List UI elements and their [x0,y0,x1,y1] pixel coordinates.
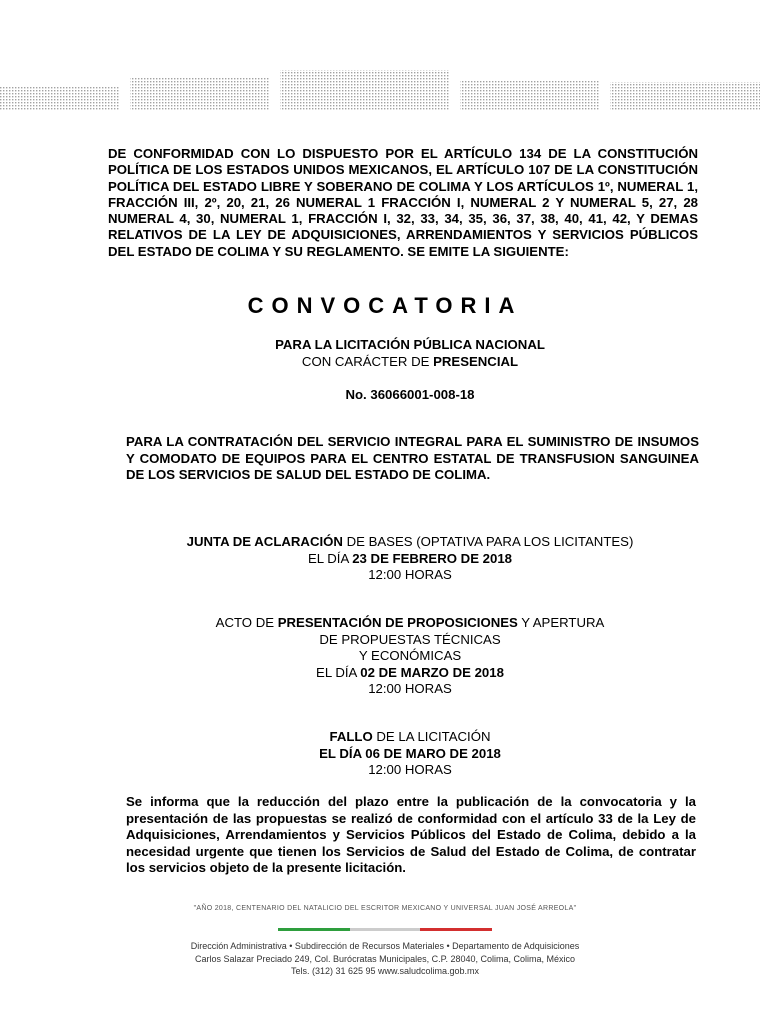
caracter-line [0,354,770,371]
subject-paragraph: PARA LA CONTRATACIÓN DEL SERVICIO INTEGRAL PARA EL SUMINISTRO DE INSUMOS Y COMODATO DE EQUIPOS PARA EL CENTRO ESTATAL DE TRANSFUSION SANGUINEA DE LOS SERVICIOS DE SALUD DEL ESTADO DE COLIMA. [126,434,699,482]
footer-line-departments: Dirección Administrativa • Subdirección de Recursos Materiales • Departamento de Adquisiciones [190,941,580,951]
junta-date-prefix: EL DÍA [307,550,353,566]
notice-paragraph: Se informa que la reducción del plazo entre la publicación de la convocatoria y la presentación de las propuestas se realizó de conformidad con el artículo 33 de la Ley de Adquisiciones, Arrendamientos y Servicios Públicos del Estado de Colima, debido a la necesidad urgente que tienen los Servicios de Salud del Estado de Colima, de contratar los servicios objeto de la presente licitación. [126,794,696,875]
junta-bold: JUNTA DE ACLARACIÓN [186,534,343,549]
caracter-prefix: CON CARÁCTER DE [301,353,434,369]
junta-block [0,534,770,584]
acto-title [0,615,770,632]
fallo-time: 12:00 HORAS [368,762,452,777]
fallo-block [0,729,770,779]
footer-line-contact: Tels. (312) 31 625 95 www.saludcolima.gob.mx [290,966,480,976]
acto-time: 12:00 HORAS [368,681,452,696]
acto-date-prefix: EL DÍA [316,664,361,680]
acto-prefix: ACTO DE [215,615,278,630]
flag-stripe-green [278,928,350,931]
acto-line3: Y ECONÓMICAS [358,648,462,663]
licitacion-line: PARA LA LICITACIÓN PÚBLICA NACIONAL [275,337,545,352]
acto-line2: DE PROPUESTAS TÉCNICAS [319,631,501,647]
fallo-date: EL DÍA 06 DE MARO DE 2018 [319,745,501,761]
acto-date-value: 02 DE MARZO DE 2018 [360,664,504,680]
fallo-rest: DE LA LICITACIÓN [372,729,491,744]
junta-title [0,534,770,551]
intro-paragraph: DE CONFORMIDAD CON LO DISPUESTO POR EL ARTÍCULO 134 DE LA CONSTITUCIÓN POLÍTICA DE LOS ESTADOS UNIDOS MEXICANOS, EL ARTÍCULO 107 DE LA CONSTITUCIÓN POLÍTICA DEL ESTADO LIBRE Y SOBERANO DE COLIMA Y LOS ARTÍCULOS 1º, NUMERAL 1, FRACCIÓN III, 2º, 20, 21, 26 NUMERAL 1 FRACCIÓN I, NUMERAL 2 Y NUMERAL 5, 27, 28 NUMERAL 4, 30, NUMERAL 1, FRACCIÓN I, 32, 33, 34, 35, 36, 37, 38, 40, 41, 42, Y DEMAS RELATIVOS DE LA LEY DE ADQUISICIONES, ARRENDAMIENTOS Y SERVICIOS PÚBLICOS DEL ESTADO DE COLIMA Y SU REGLAMENTO. SE EMITE LA SIGUIENTE: [108,146,698,259]
acto-bold: PRESENTACIÓN DE PROPOSICIONES [277,615,518,630]
footer-address [0,940,770,978]
licitacion-number: No. 36066001-008-18 [345,387,475,402]
acto-date [0,665,770,682]
page-title: CONVOCATORIA [247,293,523,318]
acto-suffix: Y APERTURA [517,615,605,630]
junta-rest: DE BASES (OPTATIVA PARA LOS LICITANTES) [342,534,634,549]
caracter-value: PRESENCIAL [433,353,519,369]
acto-block [0,615,770,698]
header-logo-strip [0,60,770,130]
flag-stripe-gray [350,928,420,931]
junta-date [0,551,770,568]
licitacion-block [0,337,770,404]
flag-stripe-red [420,928,492,931]
fallo-bold: FALLO [329,729,373,744]
junta-date-value: 23 DE FEBRERO DE 2018 [352,550,512,566]
footer-line-address: Carlos Salazar Preciado 249, Col. Burócratas Municipales, C.P. 28040, Colima, Colima, México [194,953,575,964]
footer-quote: "AÑO 2018, CENTENARIO DEL NATALICIO DEL ESCRITOR MEXICANO Y UNIVERSAL JUAN JOSÉ ARREOLA" [193,905,577,912]
junta-time: 12:00 HORAS [368,567,452,582]
fallo-title [0,729,770,746]
